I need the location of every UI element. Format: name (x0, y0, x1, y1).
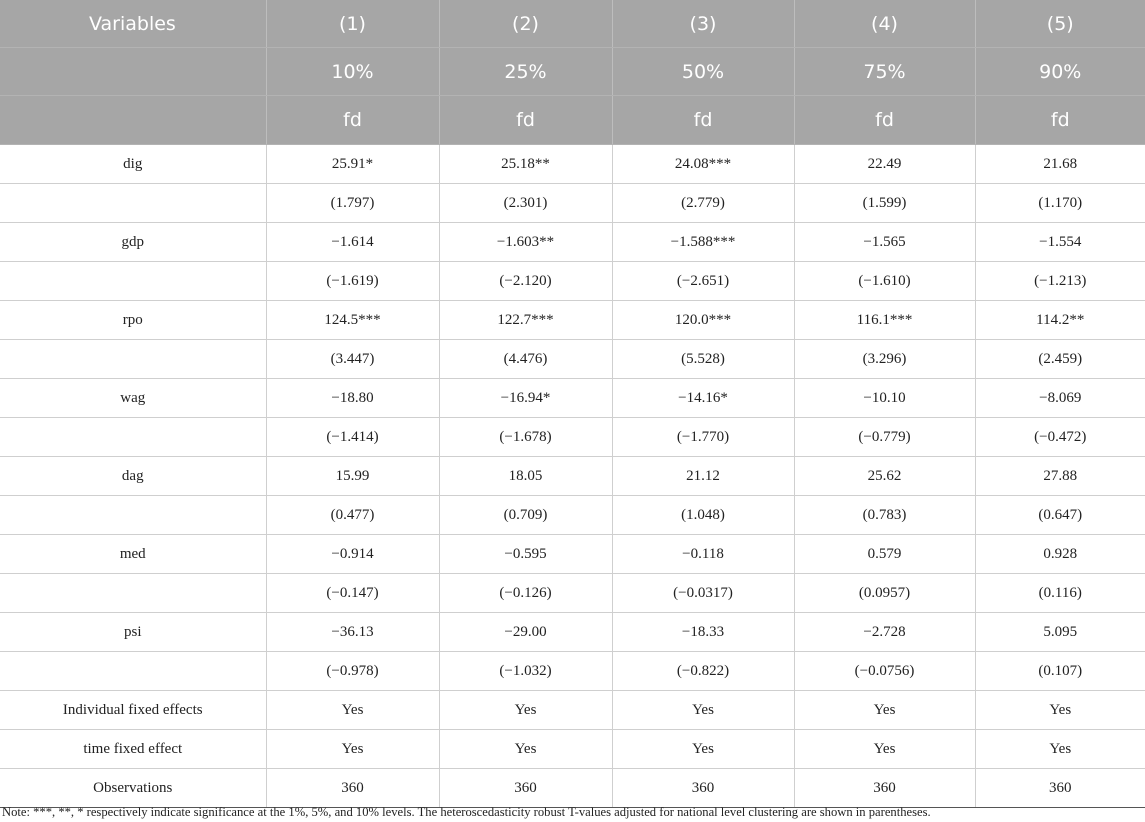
header-dependent-2: fd (439, 96, 612, 145)
value-cell: −16.94* (439, 379, 612, 418)
table-row (0, 613, 1145, 652)
header-quantile-2: 25% (439, 48, 612, 96)
row-label-cell (0, 340, 266, 379)
value-cell: (0.0957) (794, 574, 975, 613)
value-cell: (−1.032) (439, 652, 612, 691)
header-col-5: (5) (975, 0, 1145, 48)
value-cell: 124.5*** (266, 301, 439, 340)
header-col-4: (4) (794, 0, 975, 48)
row-label-cell: Observations (0, 769, 266, 808)
value-cell: 25.62 (794, 457, 975, 496)
value-cell: (5.528) (612, 340, 794, 379)
value-cell: −14.16* (612, 379, 794, 418)
row-label-cell: rpo (0, 301, 266, 340)
value-cell: 360 (975, 769, 1145, 808)
value-cell: (1.599) (794, 184, 975, 223)
table-row (0, 496, 1145, 535)
header-col-2: (2) (439, 0, 612, 48)
value-cell: (−0.978) (266, 652, 439, 691)
value-cell: −0.914 (266, 535, 439, 574)
header-dependent-1: fd (266, 96, 439, 145)
value-cell: (1.170) (975, 184, 1145, 223)
value-cell: 360 (266, 769, 439, 808)
value-cell: (−0.0756) (794, 652, 975, 691)
value-cell: 5.095 (975, 613, 1145, 652)
table-row (0, 379, 1145, 418)
value-cell: 18.05 (439, 457, 612, 496)
value-cell: −18.80 (266, 379, 439, 418)
value-cell: (−0.126) (439, 574, 612, 613)
table-note: Note: ***, **, * respectively indicate significance at the 1%, 5%, and 10% levels. The heteroscedasticity robust T-values adjusted for national level clustering are shown in parentheses. (2, 805, 931, 819)
value-cell: (−0.147) (266, 574, 439, 613)
value-cell: Yes (439, 691, 612, 730)
value-cell: −10.10 (794, 379, 975, 418)
value-cell: 360 (439, 769, 612, 808)
header-quantile-5: 90% (975, 48, 1145, 96)
value-cell: (−1.414) (266, 418, 439, 457)
table-row (0, 574, 1145, 613)
header-row-dependent (0, 96, 1145, 145)
value-cell: 25.18** (439, 145, 612, 184)
header-col-1: (1) (266, 0, 439, 48)
value-cell: 21.12 (612, 457, 794, 496)
value-cell: (3.296) (794, 340, 975, 379)
value-cell: (−1.213) (975, 262, 1145, 301)
value-cell: (2.459) (975, 340, 1145, 379)
row-label-cell (0, 496, 266, 535)
table-row (0, 457, 1145, 496)
value-cell: (0.783) (794, 496, 975, 535)
table-body (0, 145, 1145, 808)
table-header (0, 0, 1145, 145)
row-label-cell: med (0, 535, 266, 574)
value-cell: −1.614 (266, 223, 439, 262)
table-row (0, 730, 1145, 769)
value-cell: Yes (612, 691, 794, 730)
value-cell: (2.779) (612, 184, 794, 223)
header-dependent-3: fd (612, 96, 794, 145)
table-row (0, 535, 1145, 574)
value-cell: (−2.120) (439, 262, 612, 301)
value-cell: −1.565 (794, 223, 975, 262)
table-row (0, 301, 1145, 340)
value-cell: 120.0*** (612, 301, 794, 340)
table-row (0, 691, 1145, 730)
value-cell: 122.7*** (439, 301, 612, 340)
header-blank (0, 96, 266, 145)
value-cell: 114.2** (975, 301, 1145, 340)
value-cell: 22.49 (794, 145, 975, 184)
value-cell: 360 (794, 769, 975, 808)
value-cell: Yes (266, 730, 439, 769)
header-col-3: (3) (612, 0, 794, 48)
value-cell: (0.116) (975, 574, 1145, 613)
row-label-cell (0, 418, 266, 457)
value-cell: −36.13 (266, 613, 439, 652)
value-cell: (0.477) (266, 496, 439, 535)
row-label-cell (0, 652, 266, 691)
row-label-cell: time fixed effect (0, 730, 266, 769)
value-cell: Yes (794, 730, 975, 769)
header-row-quantiles (0, 48, 1145, 96)
row-label-cell: wag (0, 379, 266, 418)
header-row-columns (0, 0, 1145, 48)
value-cell: (−1.610) (794, 262, 975, 301)
value-cell: (1.797) (266, 184, 439, 223)
value-cell: (4.476) (439, 340, 612, 379)
table-row (0, 418, 1145, 457)
header-blank (0, 48, 266, 96)
value-cell: 360 (612, 769, 794, 808)
row-label-cell (0, 574, 266, 613)
value-cell: −0.118 (612, 535, 794, 574)
value-cell: (2.301) (439, 184, 612, 223)
value-cell: −1.554 (975, 223, 1145, 262)
value-cell: 24.08*** (612, 145, 794, 184)
value-cell: (1.048) (612, 496, 794, 535)
value-cell: −18.33 (612, 613, 794, 652)
row-label-cell: gdp (0, 223, 266, 262)
value-cell: Yes (612, 730, 794, 769)
row-label-cell: Individual fixed effects (0, 691, 266, 730)
value-cell: 25.91* (266, 145, 439, 184)
value-cell: −0.595 (439, 535, 612, 574)
table-row (0, 652, 1145, 691)
header-variables: Variables (0, 0, 266, 48)
value-cell: (0.107) (975, 652, 1145, 691)
table-row (0, 769, 1145, 808)
value-cell: (0.709) (439, 496, 612, 535)
value-cell: −1.588*** (612, 223, 794, 262)
value-cell: (−1.678) (439, 418, 612, 457)
value-cell: (−0.779) (794, 418, 975, 457)
value-cell: Yes (439, 730, 612, 769)
header-quantile-4: 75% (794, 48, 975, 96)
value-cell: 0.579 (794, 535, 975, 574)
value-cell: −1.603** (439, 223, 612, 262)
value-cell: 21.68 (975, 145, 1145, 184)
value-cell: (−1.770) (612, 418, 794, 457)
value-cell: (3.447) (266, 340, 439, 379)
row-label-cell: psi (0, 613, 266, 652)
value-cell: 0.928 (975, 535, 1145, 574)
value-cell: Yes (975, 691, 1145, 730)
row-label-cell: dag (0, 457, 266, 496)
value-cell: (−2.651) (612, 262, 794, 301)
value-cell: Yes (975, 730, 1145, 769)
value-cell: 15.99 (266, 457, 439, 496)
table-row (0, 340, 1145, 379)
value-cell: 27.88 (975, 457, 1145, 496)
value-cell: (0.647) (975, 496, 1145, 535)
table-row (0, 184, 1145, 223)
header-dependent-5: fd (975, 96, 1145, 145)
header-quantile-3: 50% (612, 48, 794, 96)
value-cell: (−0.0317) (612, 574, 794, 613)
value-cell: −29.00 (439, 613, 612, 652)
table-row (0, 145, 1145, 184)
row-label-cell (0, 262, 266, 301)
value-cell: −2.728 (794, 613, 975, 652)
value-cell: Yes (266, 691, 439, 730)
row-label-cell: dig (0, 145, 266, 184)
value-cell: (−0.822) (612, 652, 794, 691)
header-quantile-1: 10% (266, 48, 439, 96)
header-dependent-4: fd (794, 96, 975, 145)
value-cell: (−0.472) (975, 418, 1145, 457)
table-row (0, 223, 1145, 262)
value-cell: Yes (794, 691, 975, 730)
table-row (0, 262, 1145, 301)
value-cell: 116.1*** (794, 301, 975, 340)
row-label-cell (0, 184, 266, 223)
value-cell: (−1.619) (266, 262, 439, 301)
value-cell: −8.069 (975, 379, 1145, 418)
